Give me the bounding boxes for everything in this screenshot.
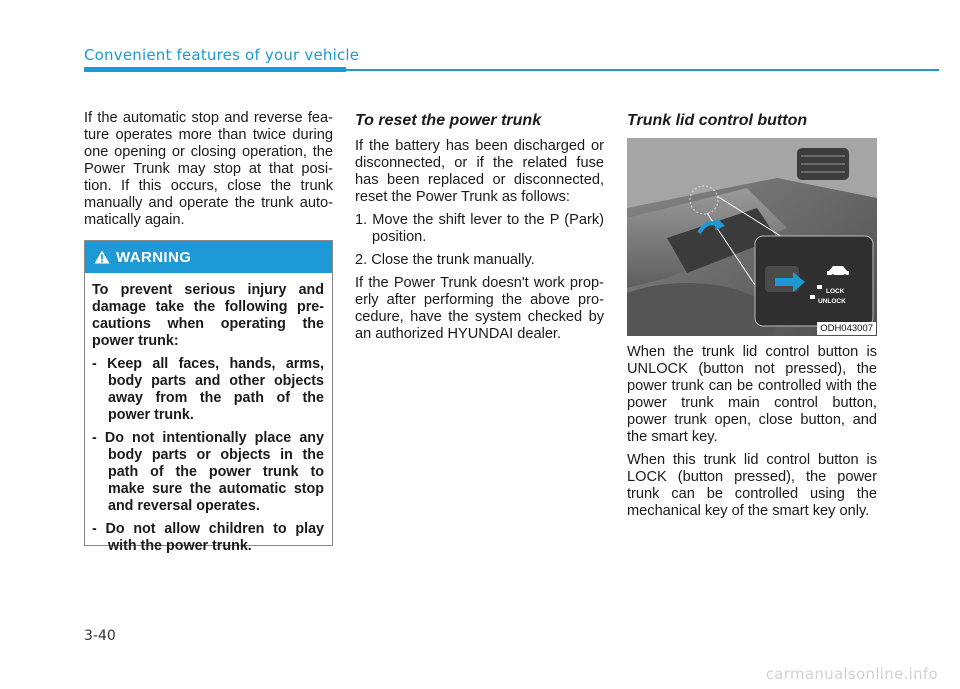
- warning-bullet: - Keep all faces, hands, arms, body parts and other objects away from the path of the power trunk.: [92, 356, 324, 423]
- header-title: Convenient features of your vehicle: [84, 46, 360, 64]
- reset-step: 1. Move the shift lever to the P (Park) position.: [355, 212, 604, 245]
- trunk-lid-paragraph: When this trunk lid control button is LOCK (button pressed), the power trunk can be controlled using the mechanical key of the smart key only.: [627, 452, 877, 519]
- warning-title: WARNING: [116, 248, 192, 266]
- page-number: 3-40: [84, 628, 116, 644]
- figure-lock-label: LOCK: [826, 288, 845, 295]
- column-left: [84, 110, 333, 235]
- warning-body: [85, 273, 332, 555]
- figure-unlock-label: UNLOCK: [818, 298, 846, 305]
- trunk-lid-figure: [627, 138, 877, 336]
- watermark: carmanualsonline.info: [765, 665, 938, 683]
- warning-header: [85, 241, 332, 273]
- reset-intro: If the battery has been discharged or disconnected, or if the related fuse has been replaced or disconnected, reset the Power Trunk as follows:: [355, 138, 604, 205]
- reset-step: 2. Close the trunk manually.: [355, 252, 535, 268]
- column-right: [627, 110, 877, 526]
- auto-stop-paragraph: If the automatic stop and reverse fea-ture operates more than twice during one opening or closing operation, the Power Trunk may stop at that posi-tion. If this occurs, close the trunk manually and operate the trunk auto-matically again.: [84, 110, 333, 228]
- header-rule-thick: [84, 67, 346, 72]
- warning-bullet: - Do not allow children to play with the power trunk.: [92, 521, 324, 554]
- reset-outro: If the Power Trunk doesn't work prop-erly after performing the above pro-cedure, have the system checked by an authorized HYUNDAI dealer.: [355, 275, 604, 342]
- header-rule-thin: [346, 69, 939, 71]
- reset-heading: To reset the power trunk: [355, 112, 542, 129]
- column-middle: [355, 110, 604, 349]
- warning-bullet: - Do not intentionally place any body parts or objects in the path of the power trunk to make sure the automatic stop and reversal operates.: [92, 430, 324, 514]
- trunk-lid-paragraph: When the trunk lid control button is UNLOCK (button not pressed), the power trunk can be controlled with the power trunk main control button, power trunk open, close button, and the smart key.: [627, 344, 877, 445]
- warning-box: [84, 240, 333, 554]
- warning-intro: To prevent serious injury and damage take the following pre-cautions when operating the power trunk:: [92, 282, 324, 349]
- trunk-lid-heading: Trunk lid control button: [627, 112, 808, 129]
- figure-code: ODH043007: [817, 322, 876, 335]
- warning-triangle-icon: [94, 250, 110, 264]
